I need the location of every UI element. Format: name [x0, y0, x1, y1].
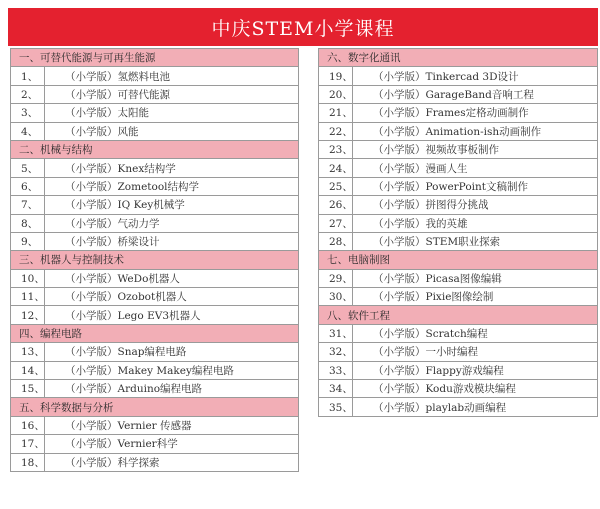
course-number: 5、: [11, 159, 45, 176]
course-row: [10, 103, 299, 122]
left-course-table: [10, 49, 299, 472]
course-number: 34、: [319, 380, 353, 397]
course-number: 14、: [11, 362, 45, 379]
course-row: [10, 269, 299, 288]
course-row: [10, 214, 299, 233]
course-name: （小学版）Kodu游戏模块编程: [373, 383, 516, 396]
course-row: [318, 287, 598, 306]
course-name: （小学版）太阳能: [65, 107, 149, 120]
course-row: [318, 397, 598, 416]
course-row: [318, 140, 598, 159]
course-name: （小学版）Scratch编程: [373, 328, 488, 341]
course-number: 33、: [319, 362, 353, 379]
course-number: 19、: [319, 67, 353, 84]
section-header: 四、编程电路: [10, 324, 299, 343]
course-name: （小学版）Frames定格动画制作: [373, 107, 529, 120]
course-row: [318, 177, 598, 196]
course-name: （小学版）Pixie图像绘制: [373, 291, 494, 304]
course-name: （小学版）WeDo机器人: [65, 272, 180, 285]
course-number: 8、: [11, 215, 45, 232]
course-name: （小学版）气动力学: [65, 217, 160, 230]
course-number: 35、: [319, 398, 353, 415]
course-row: [10, 416, 299, 435]
course-row: [318, 214, 598, 233]
course-row: [318, 158, 598, 177]
course-row: [318, 269, 598, 288]
course-number: 9、: [11, 233, 45, 250]
course-row: [318, 66, 598, 85]
course-name: （小学版）Snap编程电路: [65, 346, 187, 359]
course-name: （小学版）桥梁设计: [65, 236, 160, 249]
course-number: 13、: [11, 343, 45, 360]
section-header: 八、软件工程: [318, 305, 598, 324]
course-name: （小学版）Vernier 传感器: [65, 420, 192, 432]
course-name: （小学版）Knex结构学: [65, 162, 176, 175]
course-row: [10, 342, 299, 361]
course-row: [318, 122, 598, 141]
course-name: （小学版）我的英雄: [373, 217, 468, 230]
section-header: 七、电脑制图: [318, 250, 598, 269]
course-name: （小学版）GarageBand音响工程: [373, 88, 534, 101]
course-name: （小学版）IQ Key机械学: [65, 199, 185, 212]
course-name: （小学版）Arduino编程电路: [65, 383, 203, 396]
course-number: 16、: [11, 417, 45, 434]
course-number: 11、: [11, 288, 45, 305]
course-row: [10, 232, 299, 251]
course-number: 32、: [319, 343, 353, 360]
right-course-table: [318, 49, 598, 417]
page-title: 中庆STEM小学课程: [8, 8, 598, 46]
course-number: 29、: [319, 270, 353, 287]
course-row: [10, 305, 299, 324]
course-number: 24、: [319, 159, 353, 176]
course-name: （小学版）Flappy游戏编程: [373, 364, 504, 377]
course-name: （小学版）拼图得分挑战: [373, 199, 489, 212]
course-name: （小学版）Vernier科学: [65, 438, 178, 451]
course-row: [10, 195, 299, 214]
course-name: （小学版）可替代能源: [65, 88, 170, 101]
course-name: （小学版）漫画人生: [373, 162, 468, 175]
course-name: （小学版）STEM职业探索: [373, 236, 501, 249]
section-header: 六、数字化通讯: [318, 48, 598, 67]
course-name: （小学版）Picasa图像编辑: [373, 272, 502, 285]
course-name: （小学版）Animation-ish动画制作: [373, 125, 542, 138]
course-number: 7、: [11, 196, 45, 213]
course-row: [10, 361, 299, 380]
section-header: 三、机器人与控制技术: [10, 250, 299, 269]
course-name: （小学版）风能: [65, 125, 139, 138]
course-number: 2、: [11, 86, 45, 103]
course-row: [10, 379, 299, 398]
section-header: 一、可替代能源与可再生能源: [10, 48, 299, 67]
section-header: 二、机械与结构: [10, 140, 299, 159]
course-row: [318, 342, 598, 361]
course-number: 10、: [11, 270, 45, 287]
course-row: [10, 177, 299, 196]
course-name: （小学版）Ozobot机器人: [65, 291, 187, 304]
course-number: 23、: [319, 141, 353, 158]
course-number: 21、: [319, 104, 353, 121]
course-number: 22、: [319, 123, 353, 140]
course-row: [318, 195, 598, 214]
course-row: [10, 434, 299, 453]
section-header: 五、科学数据与分析: [10, 397, 299, 416]
course-name: （小学版）Lego EV3机器人: [65, 309, 201, 322]
course-row: [10, 85, 299, 104]
course-row: [318, 379, 598, 398]
course-name: （小学版）Tinkercad 3D设计: [373, 70, 519, 83]
course-number: 28、: [319, 233, 353, 250]
course-number: 3、: [11, 104, 45, 121]
course-row: [10, 287, 299, 306]
course-name: （小学版）氢燃料电池: [65, 70, 170, 83]
course-name: （小学版）一小时编程: [373, 346, 478, 359]
course-number: 4、: [11, 123, 45, 140]
course-row: [318, 324, 598, 343]
course-number: 1、: [11, 67, 45, 84]
course-row: [10, 122, 299, 141]
course-number: 31、: [319, 325, 353, 342]
course-name: （小学版）playlab动画编程: [373, 401, 507, 414]
course-name: （小学版）科学探索: [65, 456, 160, 469]
course-row: [10, 66, 299, 85]
course-number: 26、: [319, 196, 353, 213]
course-row: [10, 158, 299, 177]
course-number: 30、: [319, 288, 353, 305]
course-row: [318, 232, 598, 251]
course-number: 6、: [11, 178, 45, 195]
course-number: 17、: [11, 435, 45, 452]
course-number: 12、: [11, 306, 45, 323]
course-row: [318, 361, 598, 380]
course-number: 15、: [11, 380, 45, 397]
course-name: （小学版）Makey Makey编程电路: [65, 364, 234, 377]
course-row: [318, 85, 598, 104]
course-number: 25、: [319, 178, 353, 195]
course-number: 20、: [319, 86, 353, 103]
course-name: （小学版）PowerPoint文稿制作: [373, 180, 528, 193]
course-row: [10, 453, 299, 472]
course-number: 27、: [319, 215, 353, 232]
course-name: （小学版）Zometool结构学: [65, 180, 200, 193]
course-number: 18、: [11, 454, 45, 471]
course-row: [318, 103, 598, 122]
course-name: （小学版）视频故事板制作: [373, 144, 499, 157]
